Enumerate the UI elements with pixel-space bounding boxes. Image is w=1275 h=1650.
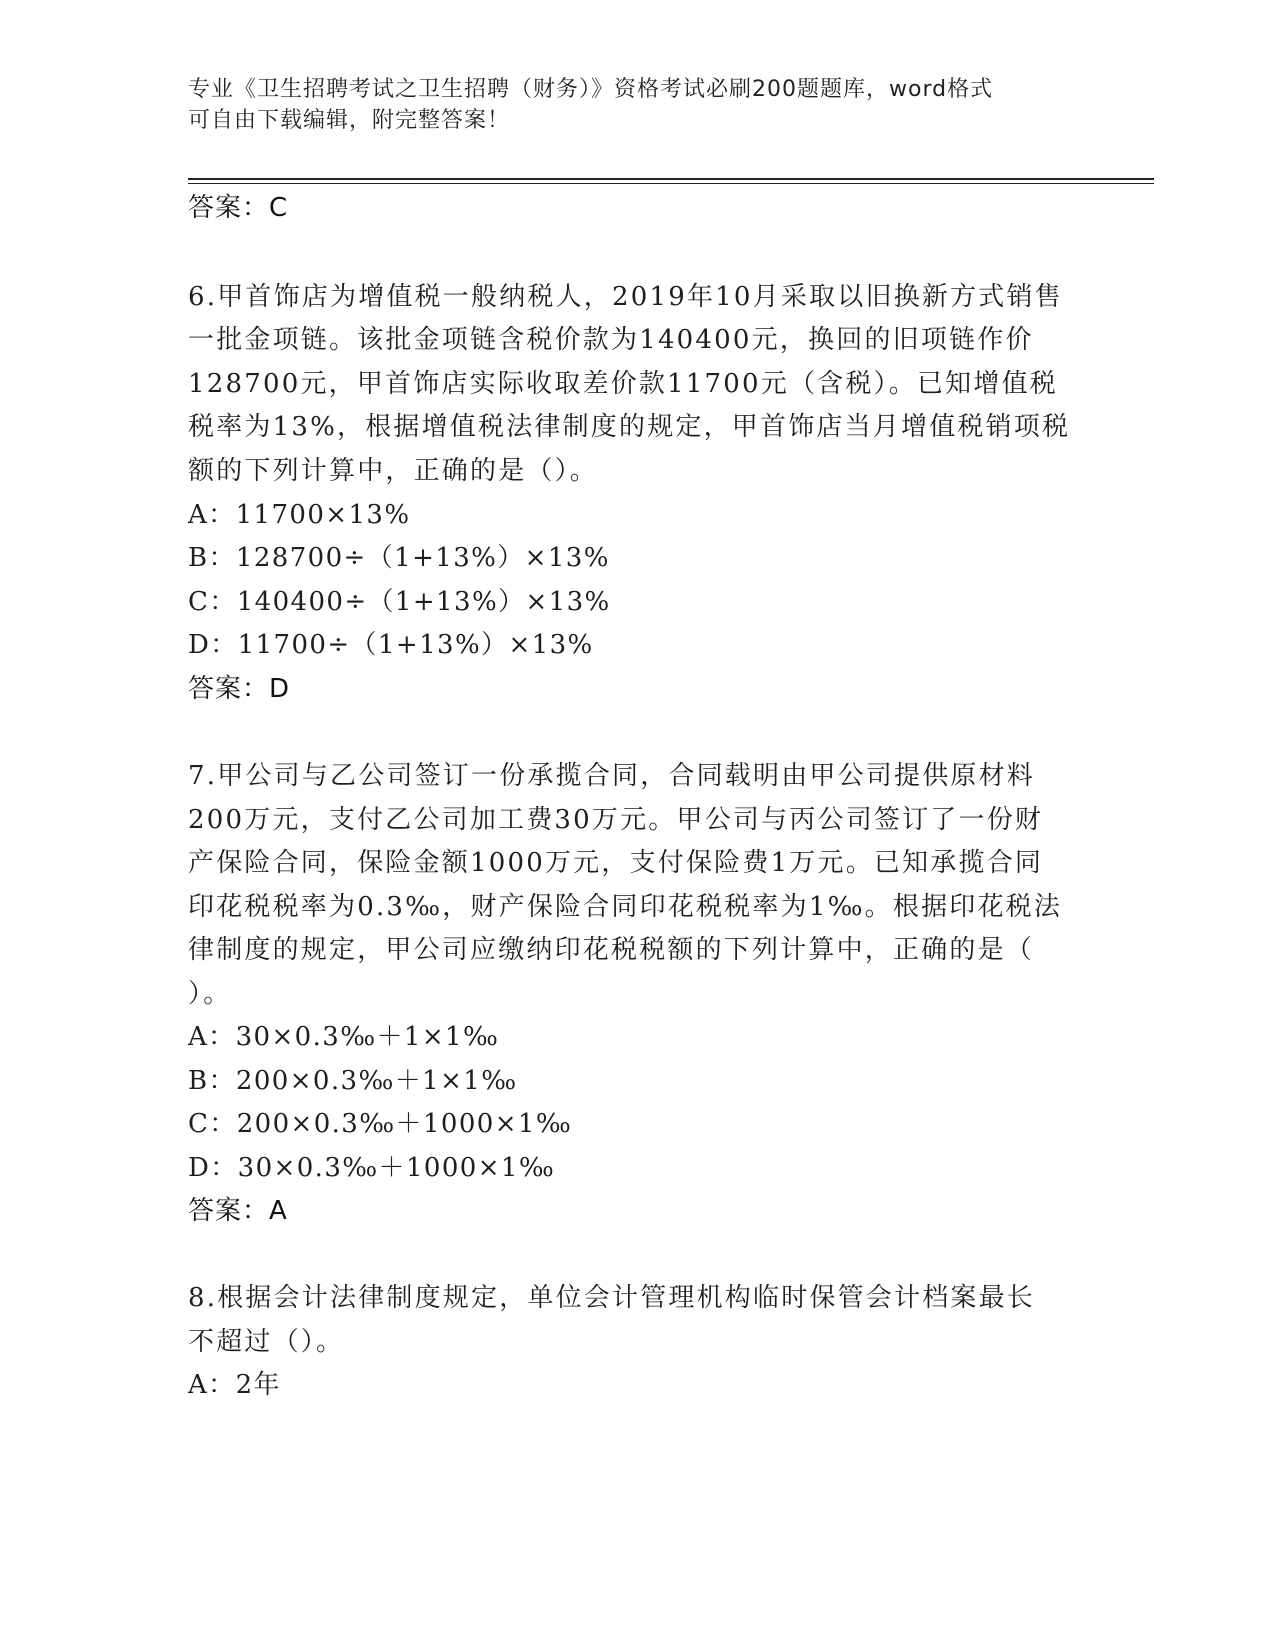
answer-prev: 答案：C xyxy=(188,193,289,223)
question-7-line-1: 7.甲公司与乙公司签订一份承揽合同，合同载明由甲公司提供原材料 xyxy=(188,761,1036,791)
header-rule-thick xyxy=(188,178,1154,180)
question-7-line-2: 200万元，支付乙公司加工费30万元。甲公司与丙公司签订了一份财 xyxy=(188,805,1044,835)
question-6-option-d: D：11700÷（1+13%）×13% xyxy=(188,630,594,660)
question-6-option-c: C：140400÷（1+13%）×13% xyxy=(188,587,611,617)
question-7-line-3: 产保险合同，保险金额1000万元，支付保险费1万元。已知承揽合同 xyxy=(188,848,1044,878)
question-8-line-2: 不超过（）。 xyxy=(188,1327,345,1357)
question-7-answer: 答案：A xyxy=(188,1196,288,1226)
question-8-option-a: A：2年 xyxy=(188,1370,281,1400)
document-header xyxy=(188,74,1068,136)
question-6-line-3: 128700元，甲首饰店实际收取差价款11700元（含税）。已知增值税 xyxy=(188,369,1058,399)
question-7-option-a: A：30×0.3‰＋1×1‰ xyxy=(188,1022,500,1052)
question-6-line-5: 额的下列计算中，正确的是（）。 xyxy=(188,456,599,486)
question-6-answer: 答案：D xyxy=(188,674,291,704)
question-6-option-b: B：128700÷（1+13%）×13% xyxy=(188,543,610,573)
header-line-1: 专业《卫生招聘考试之卫生招聘（财务）》资格考试必刷200题题库，word格式 xyxy=(188,77,994,102)
question-6-line-4: 税率为13%，根据增值税法律制度的规定，甲首饰店当月增值税销项税 xyxy=(188,412,1071,442)
question-7-line-5: 律制度的规定，甲公司应缴纳印花税税额的下列计算中，正确的是（ xyxy=(188,935,1035,965)
question-7-option-d: D：30×0.3‰＋1000×1‰ xyxy=(188,1153,556,1183)
question-6-option-a: A：11700×13% xyxy=(188,500,411,530)
question-8-line-1: 8.根据会计法律制度规定，单位会计管理机构临时保管会计档案最长 xyxy=(188,1283,1036,1313)
header-line-2: 可自由下载编辑，附完整答案！ xyxy=(188,108,511,133)
question-6-line-1: 6.甲首饰店为增值税一般纳税人，2019年10月采取以旧换新方式销售 xyxy=(188,282,1063,312)
question-7-line-6: ）。 xyxy=(188,979,232,1009)
question-7-option-c: C：200×0.3‰＋1000×1‰ xyxy=(188,1109,573,1139)
question-7-line-4: 印花税税率为0.3‰，财产保险合同印花税税率为1‰。根据印花税法 xyxy=(188,892,1063,922)
question-6-line-2: 一批金项链。该批金项链含税价款为140400元，换回的旧项链作价 xyxy=(188,325,1034,355)
header-rule-thin xyxy=(188,183,1154,184)
question-7-option-b: B：200×0.3‰＋1×1‰ xyxy=(188,1066,518,1096)
